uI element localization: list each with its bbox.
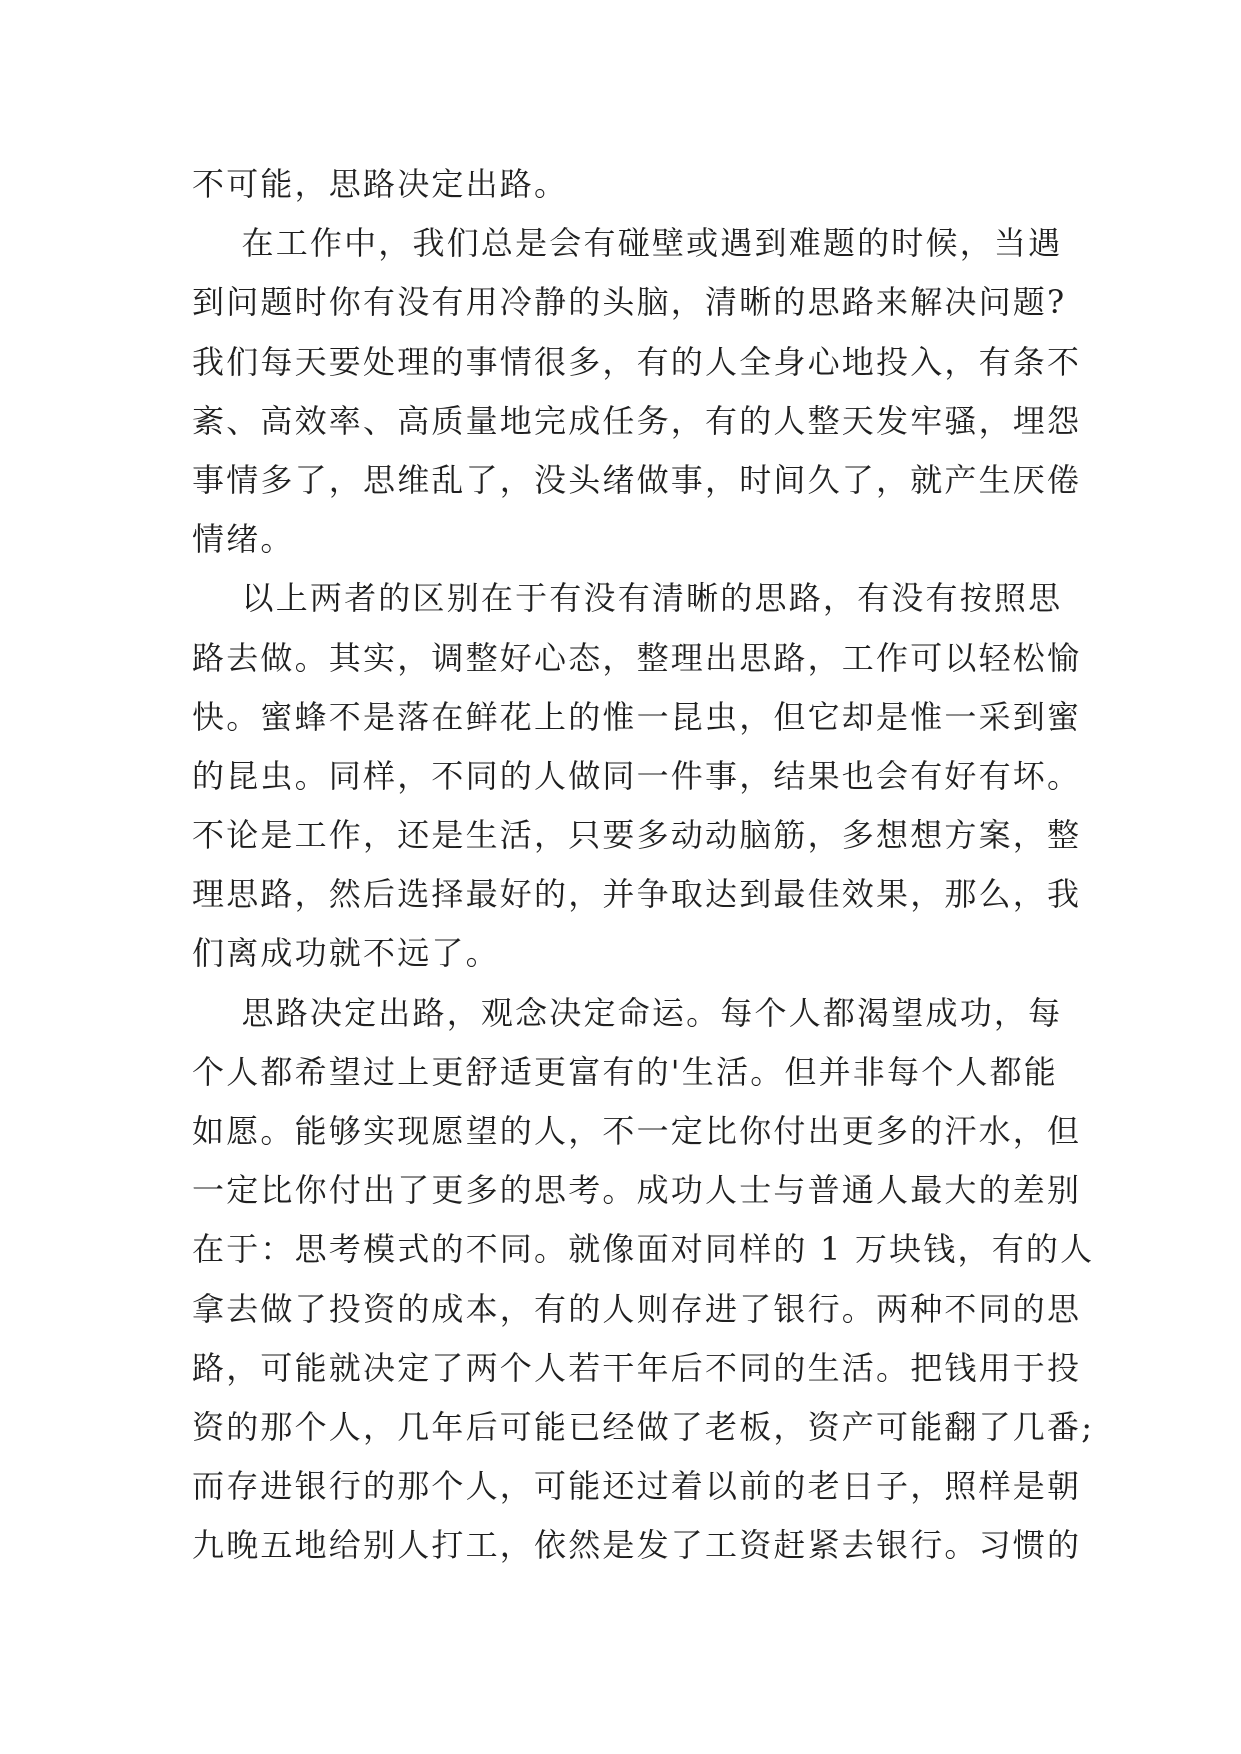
- text-line: 不可能，思路决定出路。: [192, 165, 569, 203]
- text-line: 情绪。: [192, 520, 295, 559]
- text-line: 路去做。其实，调整好心态，整理出思路，工作可以轻松愉: [192, 638, 1082, 677]
- text-line: 事情多了，思维乱了，没头绪做事，时间久了，就产生厌倦: [192, 460, 1082, 499]
- text-line: 到问题时你有没有用冷静的头脑，清晰的思路来解决问题?: [192, 283, 1067, 322]
- text-line: 们离成功就不远了。: [192, 934, 500, 973]
- text-line: 个人都希望过上更舒适更富有的'生活。但并非每个人都能: [192, 1052, 1058, 1091]
- text-line: 资的那个人，几年后可能已经做了老板，资产可能翻了几番;: [192, 1407, 1095, 1446]
- text-line: 我们每天要处理的事情很多，有的人全身心地投入，有条不: [192, 342, 1082, 381]
- text-line: 紊、高效率、高质量地完成任务，有的人整天发牢骚，埋怨: [192, 401, 1082, 440]
- text-line: 一定比你付出了更多的思考。成功人士与普通人最大的差别: [192, 1171, 1082, 1210]
- text-line: 不论是工作，还是生活，只要多动动脑筋，多想想方案，整: [192, 816, 1082, 855]
- text-line: 思路决定出路，观念决定命运。每个人都渴望成功，每: [192, 993, 1063, 1032]
- text-line: 拿去做了投资的成本，有的人则存进了银行。两种不同的思: [192, 1289, 1082, 1328]
- text-line: 在于：思考模式的不同。就像面对同样的 1 万块钱，有的人: [192, 1230, 1095, 1269]
- text-line: 在工作中，我们总是会有碰壁或遇到难题的时候，当遇: [192, 224, 1063, 263]
- text-line: 而存进银行的那个人，可能还过着以前的老日子，照样是朝: [192, 1467, 1082, 1506]
- text-line: 路，可能就决定了两个人若干年后不同的生活。把钱用于投: [192, 1348, 1082, 1387]
- text-line: 以上两者的区别在于有没有清晰的思路，有没有按照思: [192, 579, 1063, 618]
- text-line: 九晚五地给别人打工，依然是发了工资赶紧去银行。习惯的: [192, 1526, 1082, 1565]
- text-line: 快。蜜蜂不是落在鲜花上的惟一昆虫，但它却是惟一采到蜜: [192, 697, 1082, 736]
- text-line: 的昆虫。同样，不同的人做同一件事，结果也会有好有坏。: [192, 756, 1082, 795]
- text-line: 如愿。能够实现愿望的人，不一定比你付出更多的汗水，但: [192, 1112, 1082, 1150]
- body-text: [192, 155, 1095, 1576]
- text-line: 理思路，然后选择最好的，并争取达到最佳效果，那么，我: [192, 875, 1082, 914]
